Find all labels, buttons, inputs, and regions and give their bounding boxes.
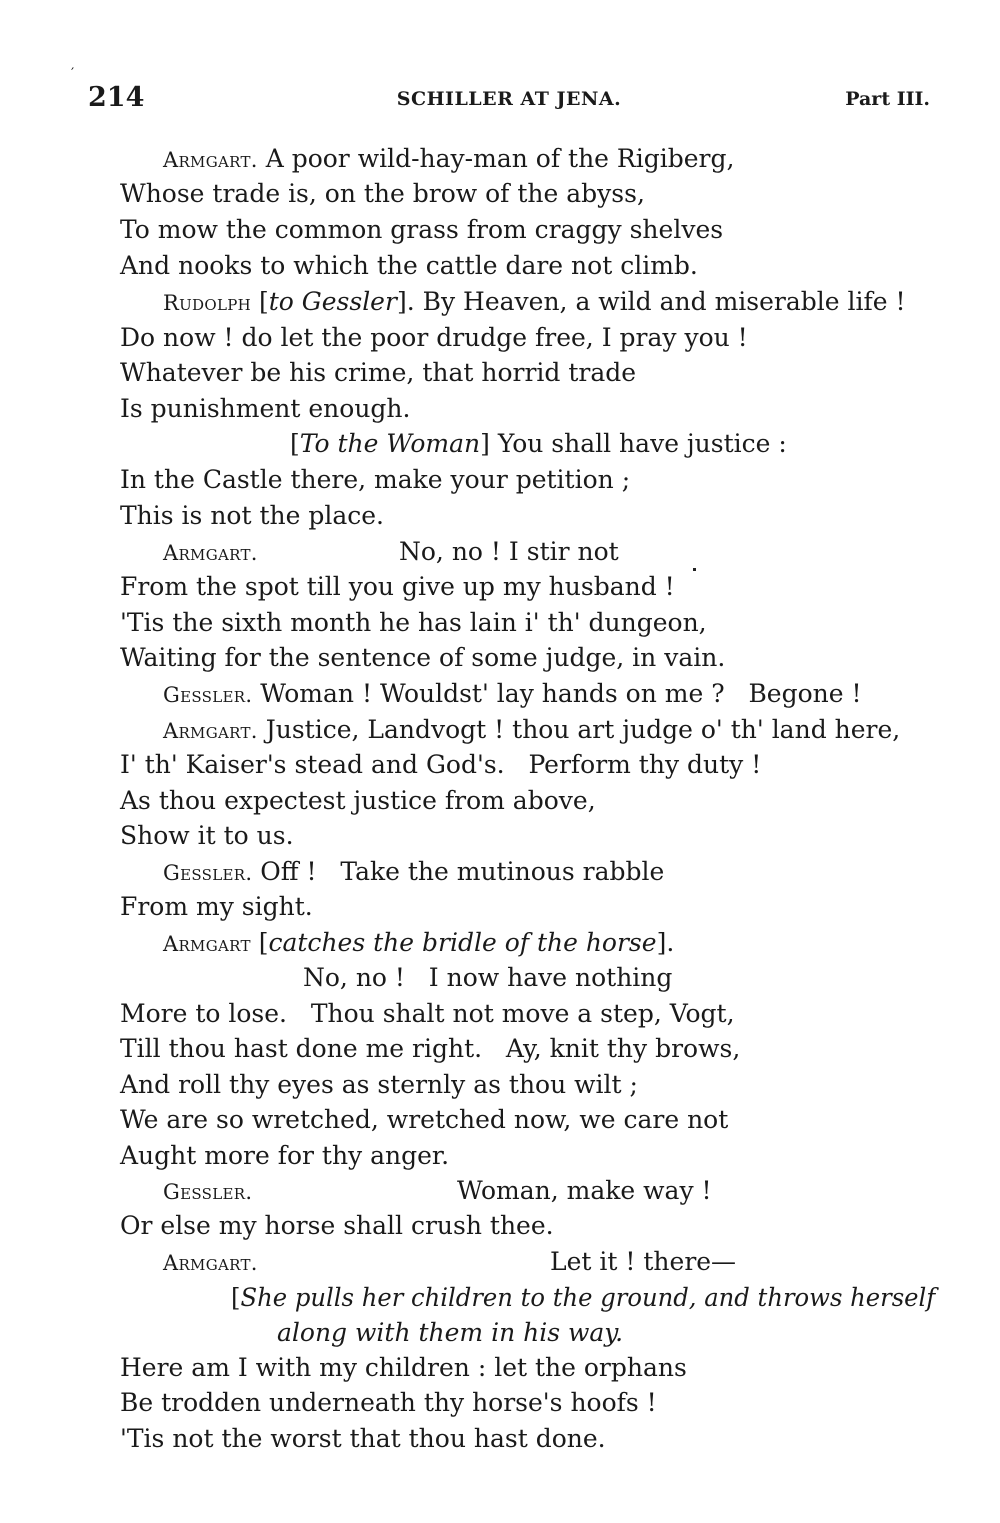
verse-line: Aught more for thy anger.	[120, 1141, 450, 1170]
verse-line	[163, 1176, 252, 1207]
verse-line	[163, 537, 258, 568]
verse-line: To mow the common grass from craggy shelves	[120, 215, 724, 244]
verse-line	[163, 679, 862, 710]
verse-line	[163, 857, 664, 888]
line-text: Woman ! Wouldst' lay hands on me ? Begone !	[252, 679, 862, 708]
verse-line: [To the Woman] You shall have justice :	[290, 429, 787, 458]
page-number: 214	[88, 82, 145, 113]
verse-line: In the Castle there, make your petition ;	[120, 465, 631, 494]
part-label: Part III.	[845, 88, 930, 110]
speaker-name: Armgart.	[163, 1251, 258, 1275]
verse-line: From my sight.	[120, 892, 313, 921]
stage-direction: To the Woman	[299, 429, 481, 458]
line-text: Justice, Landvogt ! thou art judge o' th' land here,	[257, 715, 901, 744]
ink-speck	[693, 568, 696, 571]
speaker-name: Armgart.	[163, 719, 258, 743]
stage-direction: to Gessler	[268, 287, 397, 316]
speaker-name: Gessler.	[163, 683, 253, 707]
speaker-name: Rudolph	[163, 291, 252, 315]
verse-line: I' th' Kaiser's stead and God's. Perform thy duty !	[120, 750, 762, 779]
stage-direction: catches the bridle of the horse	[268, 928, 657, 957]
running-title: SCHILLER AT JENA.	[396, 88, 622, 110]
verse-line: Do now ! do let the poor drudge free, I pray you !	[120, 323, 748, 352]
verse-line	[163, 1247, 258, 1278]
verse-line	[163, 715, 900, 746]
verse-line: And roll thy eyes as sternly as thou wilt ;	[120, 1070, 638, 1099]
verse-line: 'Tis the sixth month he has lain i' th' dungeon,	[120, 608, 707, 637]
verse-line: Whose trade is, on the brow of the abyss,	[120, 179, 645, 208]
verse-line: Show it to us.	[120, 821, 294, 850]
stage-direction: along with them in his way.	[277, 1318, 624, 1347]
verse-line: Here am I with my children : let the orphans	[120, 1353, 687, 1382]
speaker-name: Armgart.	[163, 148, 258, 172]
verse-line: No, no ! I stir not	[399, 537, 619, 566]
verse-line: Rudolph [to Gessler]. By Heaven, a wild and miserable life !	[163, 287, 906, 316]
speaker-name: Armgart	[163, 932, 251, 956]
verse-line: As thou expectest justice from above,	[120, 786, 596, 815]
verse-line: [She pulls her children to the ground, and throws herself	[231, 1283, 936, 1312]
verse-line: We are so wretched, wretched now, we care not	[120, 1105, 729, 1134]
verse-line: From the spot till you give up my husband !	[120, 572, 675, 601]
verse-line: Be trodden underneath thy horse's hoofs !	[120, 1388, 657, 1417]
running-header	[88, 82, 930, 116]
verse-line: Armgart [catches the bridle of the horse].	[163, 928, 675, 957]
verse-line: This is not the place.	[120, 501, 385, 530]
verse-line: Woman, make way !	[457, 1176, 712, 1205]
verse-line: No, no ! I now have nothing	[303, 963, 673, 992]
line-text: A poor wild-hay-man of the Rigiberg,	[257, 144, 735, 173]
stage-direction: She pulls her children to the ground, and throws herself	[240, 1283, 936, 1312]
line-text: Off ! Take the mutinous rabble	[252, 857, 665, 886]
verse-line: Whatever be his crime, that horrid trade	[120, 358, 637, 387]
verse-line: Let it ! there—	[550, 1247, 737, 1276]
verse-line: More to lose. Thou shalt not move a step, Vogt,	[120, 999, 735, 1028]
speaker-name: Gessler.	[163, 861, 253, 885]
verse-line: Waiting for the sentence of some judge, in vain.	[120, 643, 726, 672]
verse-line: And nooks to which the cattle dare not climb.	[120, 251, 698, 280]
verse-line: Till thou hast done me right. Ay, knit thy brows,	[120, 1034, 741, 1063]
verse-line: Is punishment enough.	[120, 394, 411, 423]
verse-line: Or else my horse shall crush thee.	[120, 1211, 554, 1240]
verse-line: 'Tis not the worst that thou hast done.	[120, 1424, 606, 1453]
verse-line	[163, 144, 734, 175]
stray-mark: ′	[71, 66, 75, 82]
speaker-name: Armgart.	[163, 541, 258, 565]
speaker-name: Gessler.	[163, 1180, 253, 1204]
